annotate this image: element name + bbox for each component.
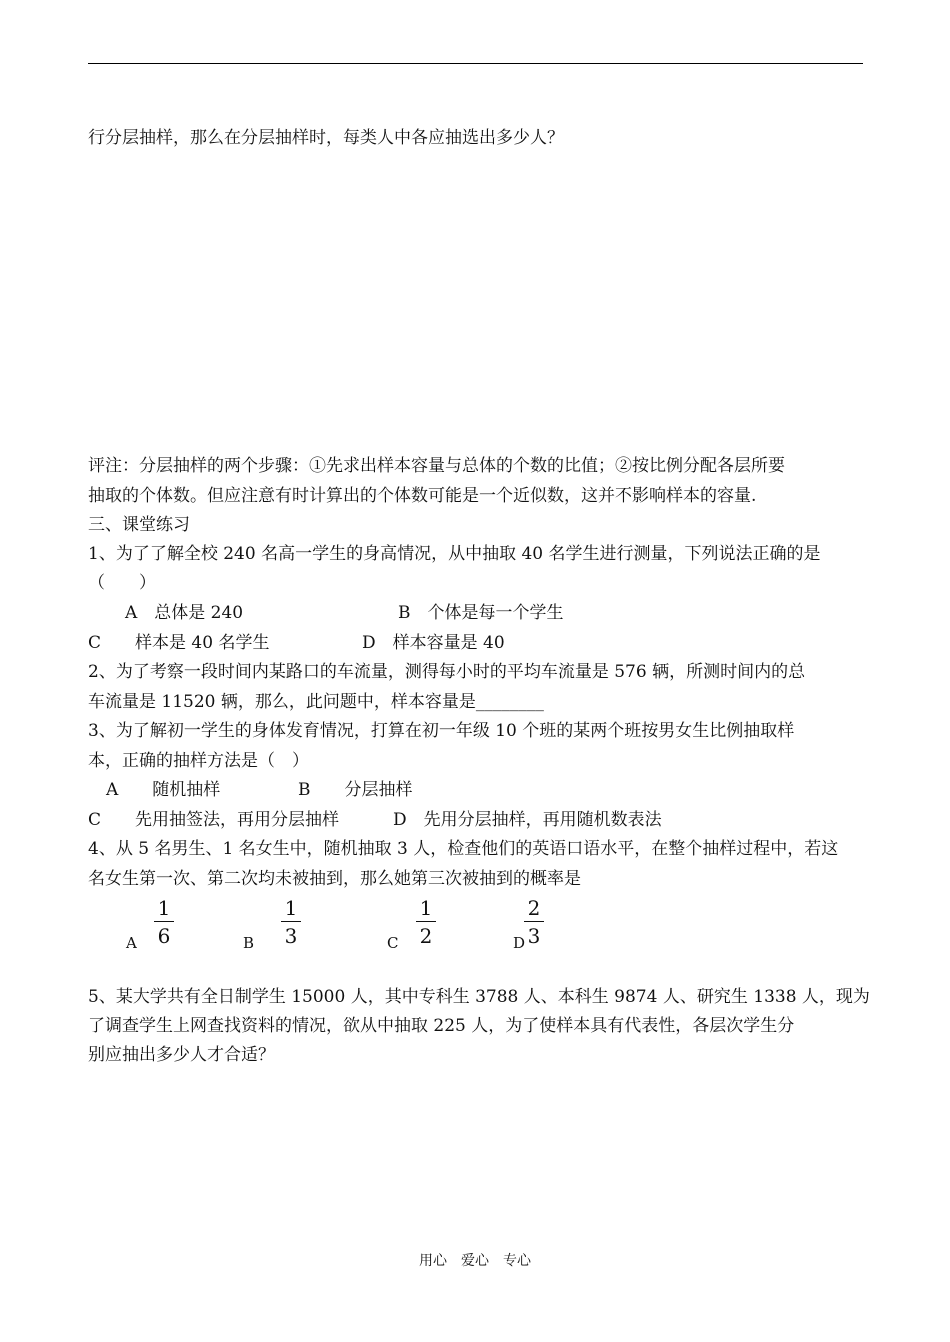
q4-option-d-letter: D — [513, 934, 526, 952]
fraction-denominator: 2 — [419, 924, 433, 948]
q2-line-1: 2、为了考察一段时间内某路口的车流量，测得每小时的平均车流量是 576 辆，所测时间内的总 — [88, 662, 806, 682]
q4-option-a-fraction — [153, 897, 175, 947]
fraction-numerator: 2 — [527, 896, 541, 920]
section-title: 三、课堂练习 — [88, 515, 190, 535]
fraction-bar — [524, 921, 544, 922]
q3-option-b: B 分层抽样 — [298, 780, 413, 800]
fraction-denominator: 3 — [284, 924, 298, 948]
q3-line-2: 本，正确的抽样方法是（ ） — [88, 751, 309, 771]
continuation-text: 行分层抽样，那么在分层抽样时，每类人中各应抽选出多少人？ — [88, 128, 564, 148]
fraction-denominator: 6 — [157, 924, 171, 948]
comment-line-1: 评注：分层抽样的两个步骤：①先求出样本容量与总体的个数的比值；②按比例分配各层所要 — [88, 456, 785, 476]
q5-line-2: 了调查学生上网查找资料的情况，欲从中抽取 225 人，为了使样本具有代表性，各层次学生分 — [88, 1016, 795, 1036]
q2-line-2: 车流量是 11520 辆，那么，此问题中，样本容量是________ — [88, 692, 544, 712]
q4-option-d-fraction — [523, 897, 545, 947]
fraction-bar — [281, 921, 301, 922]
q1-line-2: （ ） — [88, 573, 156, 593]
comment-line-2: 抽取的个体数。但应注意有时计算出的个体数可能是一个近似数，这并不影响样本的容量. — [88, 486, 757, 506]
q4-option-c-fraction — [415, 897, 437, 947]
fraction-numerator: 1 — [157, 896, 171, 920]
q3-option-c: C 先用抽签法，再用分层抽样 — [88, 810, 340, 830]
q4-option-b-fraction — [280, 897, 302, 947]
fraction-denominator: 3 — [527, 924, 541, 948]
q4-line-2: 名女生第一次、第二次均未被抽到，那么她第三次被抽到的概率是 — [88, 869, 581, 889]
q1-option-d: D 样本容量是 40 — [362, 633, 505, 653]
fraction-numerator: 1 — [419, 896, 433, 920]
fraction-bar — [416, 921, 436, 922]
q1-line-1: 1、为了了解全校 240 名高一学生的身高情况，从中抽取 40 名学生进行测量，下列说法正确的是 — [88, 544, 821, 564]
q1-option-b: B 个体是每一个学生 — [398, 603, 564, 623]
q4-option-b-letter: B — [243, 934, 255, 952]
q1-option-c: C 样本是 40 名学生 — [88, 633, 270, 653]
q3-line-1: 3、为了解初一学生的身体发育情况，打算在初一年级 10 个班的某两个班按男女生比例抽取样 — [88, 721, 795, 741]
fraction-bar — [154, 921, 174, 922]
fraction-numerator: 1 — [284, 896, 298, 920]
q5-line-3: 别应抽出多少人才合适？ — [88, 1045, 275, 1065]
header-rule — [88, 63, 863, 64]
q3-option-d: D 先用分层抽样，再用随机数表法 — [393, 810, 662, 830]
q4-line-1: 4、从 5 名男生、1 名女生中，随机抽取 3 人，检查他们的英语口语水平，在整个抽样过程中，若这 — [88, 839, 839, 859]
q1-option-a: A 总体是 240 — [125, 603, 244, 623]
q4-option-c-letter: C — [387, 934, 399, 952]
q5-line-1: 5、某大学共有全日制学生 15000 人，其中专科生 3788 人、本科生 9874 人、研究生 1338 人，现为 — [88, 987, 870, 1007]
page-footer: 用心 爱心 专心 — [419, 1253, 531, 1269]
q4-option-a-letter: A — [126, 934, 137, 952]
q3-option-a: A 随机抽样 — [106, 780, 221, 800]
